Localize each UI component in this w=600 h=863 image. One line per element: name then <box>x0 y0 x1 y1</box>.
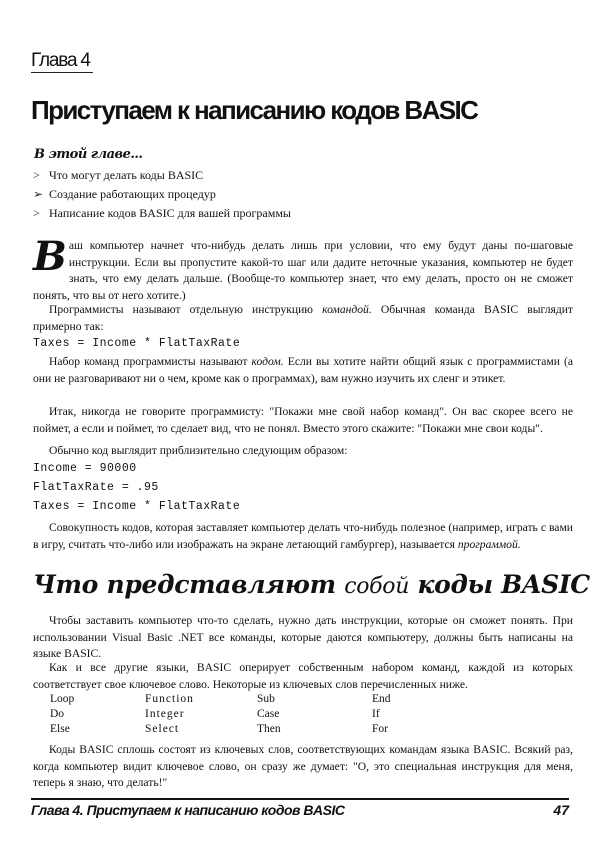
table-row <box>50 707 452 722</box>
text-span: Совокупность кодов, которая заставляет компьютер делать что-нибудь полезное (например, играть с вами в игру, считать что-либо или изображать на экране летающий гамбургер), называется <box>33 521 573 551</box>
keyword-table <box>50 692 452 737</box>
text-span: Набор команд программисты называют <box>49 355 252 368</box>
bullet-marker-icon: > <box>33 168 40 182</box>
table-cell: Integer <box>145 708 185 720</box>
heading-part: собой <box>344 574 410 599</box>
term-emphasis: программой. <box>457 537 521 551</box>
in-chapter-heading: В этой главе... <box>34 147 143 162</box>
table-cell: If <box>372 708 380 720</box>
text-span: Обычная команда BASIC выглядит примерно так: <box>33 303 573 333</box>
list-item <box>33 185 291 204</box>
paragraph-keywords: Как и все другие языки, BASIC оперирует собственным набором команд, каждой из которых соответствует свое ключевое слово. Некоторые из ключевых слов перечисленных ниже. <box>33 661 573 691</box>
paragraph-slang: Итак, никогда не говорите программисту: "Покажи мне свой набор команд". Он вас скорее всего не поймет, а если и поймет, то сделает вид, что не понял. Вместо этого скажите: "Покажи мне свои коды". <box>33 405 573 435</box>
paragraph-keywords-conclusion: Коды BASIC сплошь состоят из ключевых слов, соответствующих командам языка BASIC. Всякий раз, когда компьютер видит ключевое слово, он сразу же думает: "О, это специальная инструкция для меня, теперь я знаю, что делать!" <box>33 743 573 789</box>
list-item-text: Написание кодов BASIC для вашей программы <box>49 206 291 220</box>
heading-part: Что представляют <box>33 570 336 599</box>
table-cell: Then <box>257 723 281 735</box>
term-emphasis: кодом. <box>251 355 284 368</box>
bullet-marker-icon: ➢ <box>33 187 44 201</box>
text-span: Программисты называют отдельную инструкцию <box>49 303 323 316</box>
table-cell: Else <box>50 723 70 735</box>
table-row <box>50 692 452 707</box>
chapter-label: Глава 4 <box>31 50 90 71</box>
paragraph-command <box>33 302 573 335</box>
code-line: Taxes = Income * FlatTaxRate <box>33 500 241 513</box>
table-cell: Select <box>145 723 180 735</box>
code-sample-1: Taxes = Income * FlatTaxRate <box>33 337 241 350</box>
running-footer: Глава 4. Приступаем к написанию кодов BASIC <box>31 802 345 818</box>
table-cell: For <box>372 723 388 735</box>
list-item-text: Что могут делать коды BASIC <box>49 168 204 182</box>
paragraph-program <box>33 520 573 553</box>
table-cell: Sub <box>257 693 275 705</box>
paragraph-code <box>33 354 573 387</box>
code-line: FlatTaxRate = .95 <box>33 481 159 494</box>
paragraph-example-intro: Обычно код выглядит приблизительно следующим образом: <box>49 444 348 457</box>
table-cell: Loop <box>50 693 75 705</box>
code-line: Income = 90000 <box>33 462 137 475</box>
chapter-title: Приступаем к написанию кодов BASIC <box>31 95 478 125</box>
table-cell: Do <box>50 708 65 720</box>
page-number: 47 <box>553 802 569 818</box>
section-heading <box>33 570 590 599</box>
drop-cap: В <box>33 233 67 280</box>
paragraph-text: аш компьютер начнет что-нибудь делать лишь при условии, что ему будут даны по-шаговые инструкции. Если вы пропустите какой-то шаг или дадите неточные указания, компьютер не будет знать, что ему делать дальше. (Вообще-то компьютер знает, что ему делать, просто он не сможет понять, что вы от него хотите.) <box>33 239 573 302</box>
list-item <box>33 204 291 223</box>
list-item-text: Создание работающих процедур <box>49 187 216 201</box>
bullet-marker-icon: > <box>33 206 40 220</box>
table-cell: Case <box>257 708 280 720</box>
table-cell: Function <box>145 693 194 705</box>
list-item <box>33 166 291 185</box>
chapter-underline <box>31 72 93 73</box>
table-row <box>50 722 452 737</box>
paragraph-intro <box>33 233 573 304</box>
term-emphasis: командой. <box>322 303 372 316</box>
heading-part: коды BASIC <box>417 570 590 599</box>
paragraph-instructions: Чтобы заставить компьютер что-то сделать, нужно дать инструкции, которые он сможет понять. При использовании Visual Basic .NET все команды, которые даются компьютеру, должны быть написаны на языке BASIC. <box>33 614 573 660</box>
footer-rule <box>31 798 569 800</box>
chapter-bullet-list <box>33 166 291 223</box>
text-span: Если вы хотите найти общий язык с программистами (а они не разговаривают ни о чем, кроме как о программах), вам нужно изучить их сленг и этикет. <box>33 355 574 385</box>
table-cell: End <box>372 693 391 705</box>
